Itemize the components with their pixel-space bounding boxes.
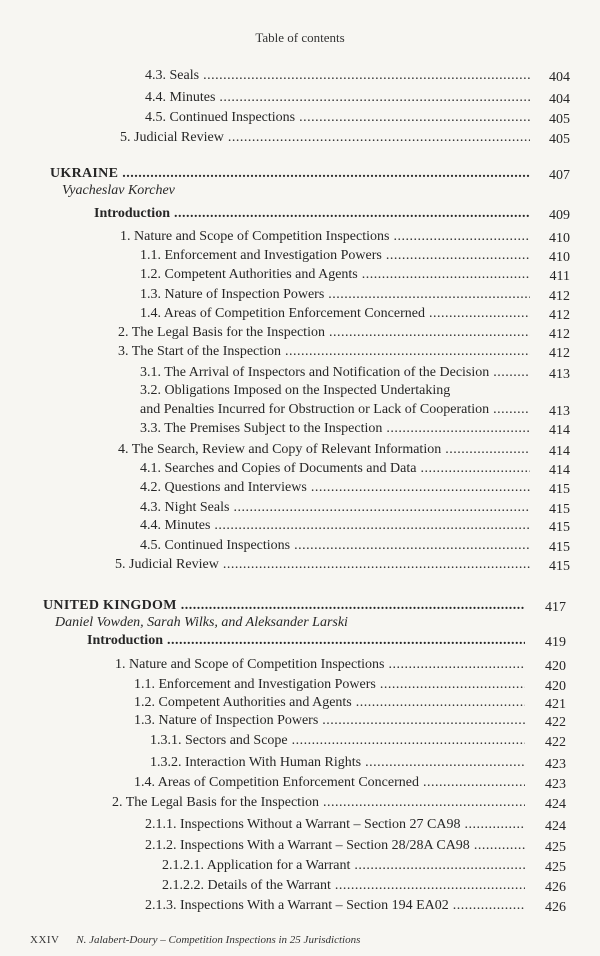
toc-entry-row[interactable] (0, 228, 600, 246)
entry-title: 1.3. Nature of Inspection Powers ..... (134, 712, 525, 730)
entry-page-number: 426 (545, 880, 566, 895)
entry-page-number: 415 (549, 520, 570, 535)
toc-chapter-row[interactable] (0, 597, 600, 615)
entry-page-number: 415 (549, 540, 570, 555)
chapter-title: UNITED KINGDOM ..... (43, 597, 525, 615)
toc-entry-row[interactable] (0, 517, 600, 535)
entry-title: 3.2. Obligations Imposed on the Inspected Undertaking (140, 383, 451, 398)
toc-entry-row[interactable] (0, 441, 600, 459)
toc-entry-row[interactable] (0, 305, 600, 323)
toc-entry-row[interactable] (0, 877, 600, 895)
entry-page-number: 421 (545, 697, 566, 712)
entry-page-number: 413 (549, 367, 570, 382)
toc-entry-row[interactable] (0, 816, 600, 834)
entry-page-number: 405 (549, 132, 570, 147)
folio-page-number: XXIV (30, 934, 60, 946)
toc-entry-row[interactable] (0, 774, 600, 792)
entry-title: Introduction ..... (87, 632, 525, 650)
toc-entry-row[interactable] (0, 732, 600, 750)
entry-page-number: 411 (549, 269, 570, 284)
toc-entry-row[interactable] (0, 537, 600, 555)
entry-page-number: 423 (545, 757, 566, 772)
entry-title: 4.2. Questions and Interviews ..... (140, 479, 530, 497)
entry-page-number: 415 (549, 502, 570, 517)
entry-title: 4.5. Continued Inspections ..... (145, 109, 530, 127)
entry-page-number: 417 (545, 600, 566, 615)
entry-page-number: 412 (549, 346, 570, 361)
entry-title: 1.4. Areas of Competition Enforcement Concerned ..... (134, 774, 525, 792)
toc-entry-row[interactable] (0, 499, 600, 517)
entry-title: 1.4. Areas of Competition Enforcement Concerned ..... (140, 305, 530, 323)
entry-page-number: 413 (549, 404, 570, 419)
entry-page-number: 425 (545, 840, 566, 855)
toc-entry-row[interactable] (0, 129, 600, 147)
entry-title: 4.3. Night Seals ..... (140, 499, 530, 517)
entry-title: 3. The Start of the Inspection ..... (118, 343, 530, 361)
entry-title: 1.3.2. Interaction With Human Rights ..... (150, 754, 525, 772)
toc-entry-row[interactable] (0, 754, 600, 772)
running-header: Table of contents (255, 30, 345, 45)
toc-entry-row[interactable] (0, 343, 600, 361)
entry-page-number: 423 (545, 777, 566, 792)
entry-title: and Penalties Incurred for Obstruction or Lack of Cooperation ..... (140, 401, 530, 419)
toc-entry-row[interactable] (0, 364, 600, 382)
toc-entry-row[interactable] (0, 556, 600, 574)
toc-entry-row[interactable] (0, 89, 600, 107)
entry-page-number: 422 (545, 715, 566, 730)
toc-entry-row[interactable] (0, 857, 600, 875)
entry-page-number: 414 (549, 463, 570, 478)
entry-page-number: 404 (549, 70, 570, 85)
toc-entry-row[interactable] (0, 676, 600, 694)
entry-title: 4.4. Minutes ..... (140, 517, 530, 535)
entry-title: 4.5. Continued Inspections ..... (140, 537, 530, 555)
toc-entry-row[interactable] (0, 247, 600, 265)
toc-entry-row[interactable] (0, 420, 600, 438)
toc-entry-row[interactable] (0, 694, 600, 712)
toc-entry-row[interactable] (0, 266, 600, 284)
entry-title: 3.3. The Premises Subject to the Inspection ..... (140, 420, 530, 438)
entry-page-number: 410 (549, 250, 570, 265)
toc-entry-row[interactable] (0, 401, 600, 419)
chapter-author: Daniel Vowden, Sarah Wilks, and Aleksander Larski (55, 615, 348, 630)
entry-page-number: 405 (549, 112, 570, 127)
entry-title: 4.4. Minutes ..... (145, 89, 530, 107)
entry-title: 2.1.2. Inspections With a Warrant – Section 28/28A CA98 ..... (145, 837, 525, 855)
entry-title: 4. The Search, Review and Copy of Relevant Information ..... (118, 441, 530, 459)
entry-page-number: 410 (549, 231, 570, 246)
entry-page-number: 420 (545, 679, 566, 694)
entry-title: 4.1. Searches and Copies of Documents and Data ..... (140, 460, 530, 478)
entry-title: 1.2. Competent Authorities and Agents ..... (140, 266, 530, 284)
entry-title: 1.3.1. Sectors and Scope ..... (150, 732, 525, 750)
entry-title: 2.1.2.2. Details of the Warrant ..... (162, 877, 525, 895)
chapter-author: Vyacheslav Korchev (62, 183, 175, 198)
entry-page-number: 414 (549, 423, 570, 438)
entry-page-number: 412 (549, 327, 570, 342)
entry-title: 1. Nature and Scope of Competition Inspections ..... (120, 228, 530, 246)
entry-title: 2.1.3. Inspections With a Warrant – Section 194 EA02 ..... (145, 897, 525, 915)
entry-page-number: 424 (545, 819, 566, 834)
entry-title: 2.1.1. Inspections Without a Warrant – Section 27 CA98 ..... (145, 816, 525, 834)
entry-page-number: 419 (545, 635, 566, 650)
toc-entry-row[interactable] (0, 67, 600, 85)
entry-title: 1.1. Enforcement and Investigation Powers ..... (134, 676, 525, 694)
toc-entry-row[interactable] (0, 286, 600, 304)
footer-book-title: N. Jalabert-Doury – Competition Inspections in 25 Jurisdictions (76, 934, 361, 946)
entry-page-number: 404 (549, 92, 570, 107)
entry-title: 4.3. Seals ..... (145, 67, 530, 85)
entry-title: 2. The Legal Basis for the Inspection ..... (118, 324, 530, 342)
entry-title: Introduction ..... (94, 205, 530, 223)
entry-title: 1.3. Nature of Inspection Powers ..... (140, 286, 530, 304)
toc-entry-row[interactable] (0, 382, 600, 400)
entry-title: 3.1. The Arrival of Inspectors and Notification of the Decision ..... (140, 364, 530, 382)
toc-entry-row[interactable] (0, 794, 600, 812)
toc-entry-row[interactable] (0, 897, 600, 915)
entry-page-number: 426 (545, 900, 566, 915)
entry-title: 2.1.2.1. Application for a Warrant ..... (162, 857, 525, 875)
entry-page-number: 415 (549, 482, 570, 497)
toc-chapter-row[interactable] (0, 165, 600, 183)
entry-page-number: 420 (545, 659, 566, 674)
entry-page-number: 415 (549, 559, 570, 574)
entry-title: 5. Judicial Review ..... (115, 556, 530, 574)
toc-entry-row[interactable] (0, 656, 600, 674)
entry-page-number: 407 (549, 168, 570, 183)
toc-entry-row[interactable] (0, 712, 600, 730)
toc-entry-row[interactable] (0, 324, 600, 342)
entry-page-number: 409 (549, 208, 570, 223)
entry-title: 1. Nature and Scope of Competition Inspections ..... (115, 656, 525, 674)
entry-title: 1.1. Enforcement and Investigation Powers ..... (140, 247, 530, 265)
running-footer (30, 934, 360, 946)
toc-entry-row[interactable] (0, 460, 600, 478)
toc-entry-row[interactable] (0, 632, 600, 650)
chapter-title: UKRAINE ..... (50, 165, 530, 183)
toc-entry-row[interactable] (0, 837, 600, 855)
entry-title: 2. The Legal Basis for the Inspection ..... (112, 794, 525, 812)
entry-page-number: 424 (545, 797, 566, 812)
entry-page-number: 425 (545, 860, 566, 875)
entry-title: 5. Judicial Review ..... (120, 129, 530, 147)
entry-page-number: 422 (545, 735, 566, 750)
toc-entry-row[interactable] (0, 109, 600, 127)
entry-page-number: 414 (549, 444, 570, 459)
entry-page-number: 412 (549, 289, 570, 304)
entry-title: 1.2. Competent Authorities and Agents ..... (134, 694, 525, 712)
toc-entry-row[interactable] (0, 205, 600, 223)
entry-page-number: 412 (549, 308, 570, 323)
toc-entry-row[interactable] (0, 479, 600, 497)
